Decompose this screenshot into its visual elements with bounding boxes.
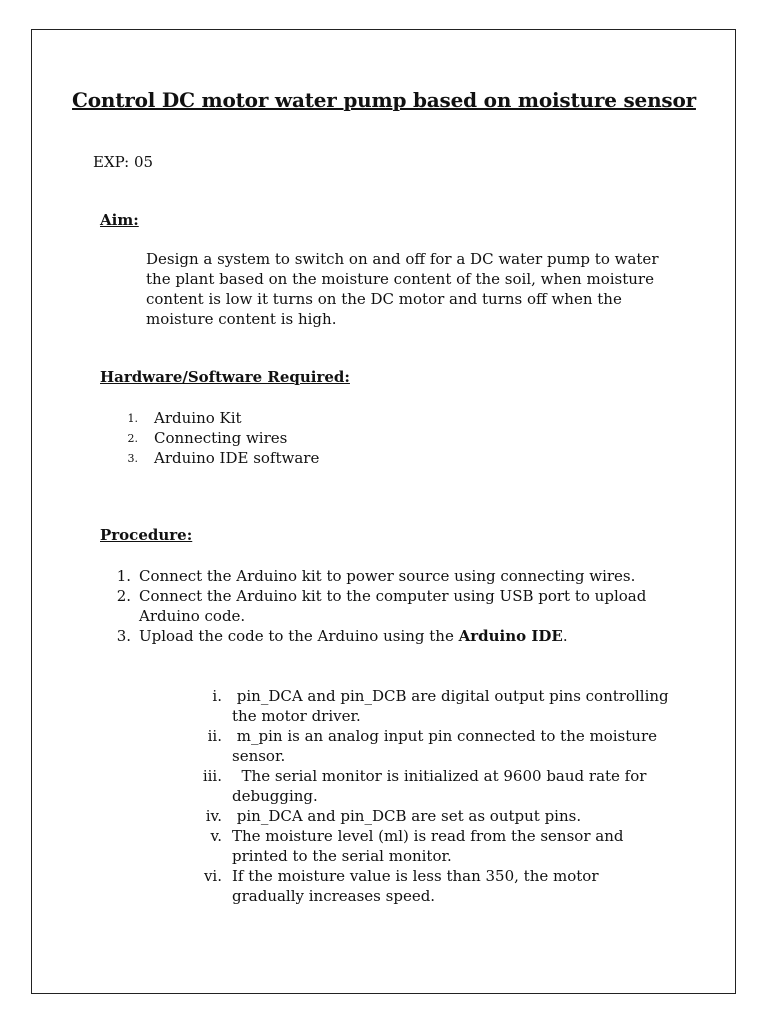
roman-number: iv. <box>205 807 222 825</box>
list-number: 1. <box>127 412 138 425</box>
detail-line: The serial monitor is initialized at 9600 baud rate for <box>232 767 647 785</box>
detail-line: pin_DCA and pin_DCB are set as output pins. <box>232 807 582 825</box>
procedure-heading: Procedure: <box>100 526 193 544</box>
step-text-bold: Arduino IDE <box>458 627 563 645</box>
aim-paragraph <box>146 249 676 329</box>
detail-text <box>232 686 669 726</box>
aim-line: Design a system to switch on and off for a DC water pump to water <box>146 250 659 268</box>
list-number: 3. <box>127 452 138 465</box>
roman-number: i. <box>212 687 222 705</box>
step-text-suffix: . <box>562 627 568 645</box>
step-number: 2. <box>116 587 131 605</box>
step-text-prefix: Upload the code to the Arduino using the <box>139 627 459 645</box>
step-line: Connect the Arduino kit to the computer using USB port to upload <box>139 587 647 605</box>
list-item-text: Connecting wires <box>154 429 288 447</box>
experiment-number: EXP: 05 <box>93 153 154 171</box>
detail-line: printed to the serial monitor. <box>232 847 452 865</box>
step-line <box>139 626 568 646</box>
list-item-text: Arduino Kit <box>154 409 242 427</box>
list-item-text: Arduino IDE software <box>154 449 320 467</box>
aim-line: content is low it turns on the DC motor and turns off when the <box>146 290 622 308</box>
roman-number: vi. <box>203 867 222 885</box>
detail-text <box>232 726 657 766</box>
roman-number: ii. <box>207 727 222 745</box>
roman-number: iii. <box>202 767 222 785</box>
detail-line: If the moisture value is less than 350, the motor <box>232 867 599 885</box>
step-text <box>139 566 635 586</box>
detail-text <box>232 866 599 906</box>
step-number: 1. <box>116 567 131 585</box>
detail-line: gradually increases speed. <box>232 887 436 905</box>
detail-text <box>232 766 646 806</box>
document-title: Control DC motor water pump based on moisture sensor <box>72 88 696 112</box>
step-text <box>139 586 646 626</box>
detail-line: debugging. <box>232 787 318 805</box>
detail-line: pin_DCA and pin_DCB are digital output pins controlling <box>232 687 669 705</box>
hardware-heading: Hardware/Software Required: <box>100 368 350 386</box>
list-number: 2. <box>127 432 138 445</box>
aim-line: the plant based on the moisture content of the soil, when moisture <box>146 270 654 288</box>
detail-line: m_pin is an analog input pin connected to the moisture <box>232 727 657 745</box>
step-line: Arduino code. <box>139 607 246 625</box>
aim-heading: Aim: <box>100 211 139 229</box>
detail-line: the motor driver. <box>232 707 361 725</box>
step-line: Connect the Arduino kit to power source using connecting wires. <box>139 567 636 585</box>
detail-text <box>232 826 623 866</box>
roman-number: v. <box>210 827 222 845</box>
aim-line: moisture content is high. <box>146 310 337 328</box>
step-text <box>139 626 568 646</box>
detail-line: The moisture level (ml) is read from the sensor and <box>232 827 624 845</box>
step-number: 3. <box>116 627 131 645</box>
detail-line: sensor. <box>232 747 286 765</box>
detail-text <box>232 806 581 826</box>
